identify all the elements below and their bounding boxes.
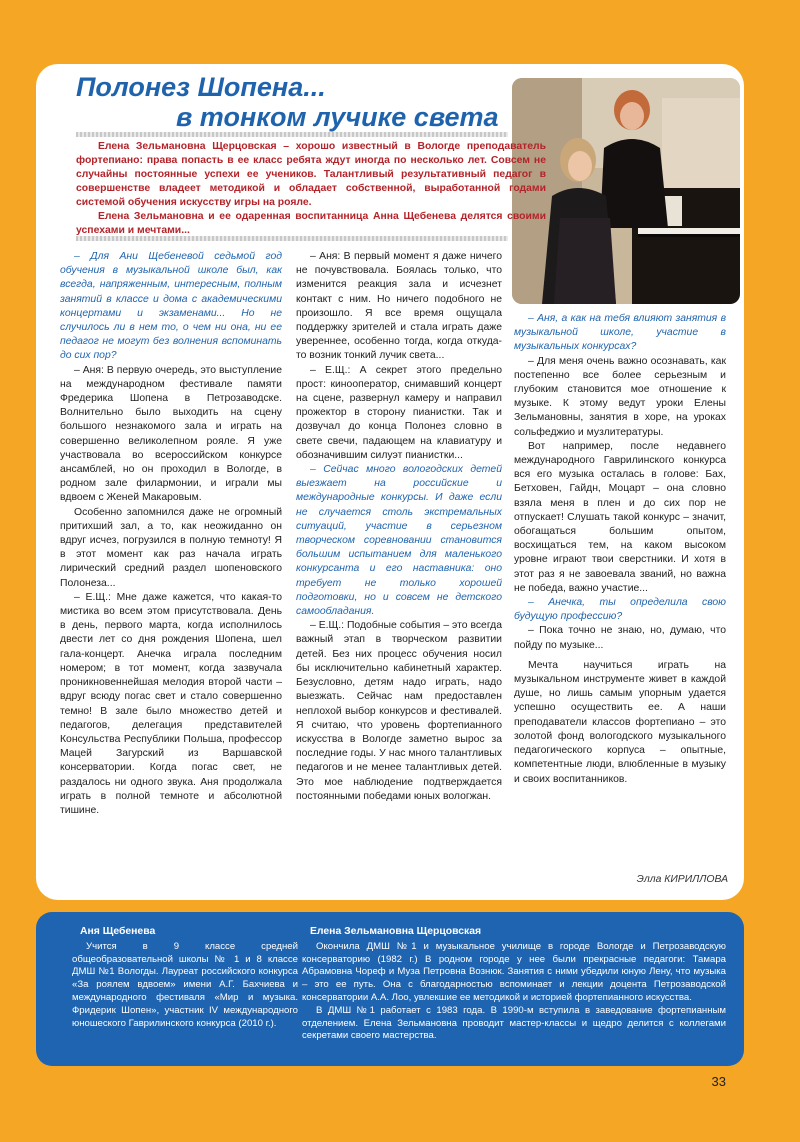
title-line-2: в тонком лучике света — [176, 102, 499, 132]
lead-paragraph: Елена Зельмановна Щерцовская – хорошо известный в Вологде преподаватель фортепиано: права попасть в ее класс ребята ждут иногда по несколько лет. Совсем не случайны постоянные успехи ее учеников. Талантливый результативный педагог в совершенстве владеет методикой и обладает собственной, выработанной годами системой обучения искусству игры на рояле. — [76, 141, 546, 208]
bio-student — [72, 926, 298, 1030]
bio-teacher — [302, 926, 726, 1043]
article-paragraph: – Е.Щ.: Мне даже кажется, что какая-то мистика во всем этом присутствовала. День в день, первого марта, когда исполнилось двести лет со дня рождения Шопена, шел гала-концерт. Анечка играла последним номером; в тот момент, когда зазвучала проникновеннейшая мелодия второй части – вдруг всюду погас свет и стало совершенно темно! В зале было множество детей и педагогов, делегация представителей Консульства Республики Польша, профессор Мацей Загурский из Варшавской консерватории. Когда погас свет, не раздалось ни одного звука. Аня продолжала играть в полной темноте и абсолютной тишине. — [60, 591, 282, 816]
article-column-2 — [296, 250, 502, 804]
article-title — [76, 72, 516, 132]
lead-paragraph: Елена Зельмановна и ее одаренная воспитанница Анна Щебенева делятся своими успехами и мечтами... — [76, 211, 546, 236]
article-paragraph: – Пока точно не знаю, но, думаю, что пойду по музыке... — [514, 625, 726, 651]
interview-question: – Анечка, ты определила свою будущую профессию? — [514, 597, 726, 623]
interview-question: – Аня, а как на тебя влияют занятия в музыкальной школе, участие в музыкальных конкурсах? — [514, 313, 726, 353]
bio-paragraph: Учится в 9 классе средней общеобразовательной школы № 1 и 8 классе ДМШ №1 Вологды. Лауреат российского конкурса «За роялем вдвоем» имени А.Г. Бахчиева и международного фестиваля «Мир и музыка. Фридерик Шопен», участник IV международного юношеского Гаврилинского конкурса (2010 г.). — [72, 940, 298, 1029]
lead-divider — [76, 236, 508, 241]
title-divider — [76, 132, 508, 137]
article-lead — [76, 138, 546, 238]
article-paragraph: – Е.Щ.: Подобные события – это всегда важный этап в творческом развитии детей. Без них процесс обучения носил бы исключительно кабинетный характер. Безусловно, детям надо играть, надо выезжать. Сейчас нам предоставлен неплохой выбор конкурсов и фестивалей. Я считаю, что уровень фортепианного искусства в Вологде заметно вырос за последние годы. У нас много талантливых педагогов и не менее талантливых детей. Это мое наблюдение подтверждается постоянными победами юных вологжан. — [296, 620, 502, 802]
page-number: 33 — [711, 1074, 726, 1089]
article-paragraph: – Аня: В первый момент я даже ничего не почувствовала. Боялась только, что изменится реакция зала и исчезнет контакт с ним. Но ничего подобного не произошло. Я все время ощущала поддержку зрителей и стала играть даже увереннее, особенно тогда, когда откуда-то возник тонкий лучик света... — [296, 251, 502, 362]
bio-paragraph: Окончила ДМШ №1 и музыкальное училище в городе Вологде и Петрозаводскую консерваторию (1982 г.) В родном городе у нее были прекрасные педагоги: Тамара Абрамовна Чореф и Муза Петровна Вознюк. Занятия с ними убедили юную Лену, что музыка – это ее путь. Она с благодарностью вспоминает и лекции доцента Петрозаводской консерватории А.А. Лоо, увлекшие ее методикой и историей фортепианного искусства. — [302, 940, 726, 1003]
photo-illustration — [512, 78, 740, 304]
bio-paragraph: В ДМШ №1 работает с 1983 года. В 1990-м вступила в заведование фортепианным отделением. Елена Зельмановна проводит мастер-классы и щедро делится с коллегами секретами своего мастерства. — [302, 1004, 726, 1042]
article-paragraph: – Е.Щ.: А секрет этого предельно прост: кинооператор, снимавший концерт на сцене, развернул камеру и направил прожектор в сторону пианистки. Так и дозвучал до конца Полонез словно в свете свечи, падающем на клавиатуру и обозначившим силуэт пианистки... — [296, 364, 502, 461]
article-author: Элла КИРИЛЛОВА — [636, 874, 728, 885]
article-paragraph: Вот например, после недавнего международного Гаврилинского конкурса вся его музыка осталась в голове: Бах, Бетховен, Гайдн, Моцарт – она словно взяла меня в плен и до сих пор не отпускает! Слушать такой конкурс – значит, обогащаться большим опытом, восхищаться тем, на каком высоком уровне играют твои сверстники. И хотя в этот раз я не завоевала званий, но важна не победа, важно участие... — [514, 440, 726, 594]
interview-question: – Сейчас много вологодских детей выезжает на российские и международные конкурсы. И даже если не случается столь экстремальных ситуаций, участие в серьезном творческом соревновании становится большим испытанием для маленького конкурсанта и его наставника: оно требует не только хорошей подготовки, но и совсем не детского самообладания. — [296, 464, 502, 618]
bio-name: Аня Щебенева — [80, 926, 156, 937]
article-column-3 — [514, 312, 726, 787]
article-paragraph: Особенно запомнился даже не огромный притихший зал, а то, как неожиданно он вдруг исчез, погрузился в полную темноту! Я в этот момент как раз начала играть лирический средний раздел шопеновского Полонеза... — [60, 506, 282, 589]
photo-teacher-and-student — [512, 78, 740, 304]
article-paragraph: – Для меня очень важно осознавать, как постепенно все более серьезным и глубоким становится мое отношение к музыке. К этому ведут уроки Елены Зельмановны, занятия в хоре, на уроках сольфеджио и музлитературы. — [514, 355, 726, 438]
title-line-1: Полонез Шопена... — [76, 72, 326, 102]
bio-name: Елена Зельмановна Щерцовская — [310, 926, 482, 937]
article-paragraph: – Аня: В первую очередь, это выступление на международном фестивале памяти Фредерика Шопена в Петрозаводске. Волнительно было выходить на сцену большого незнакомого зала и играть на совершенно великолепном рояле. Я уже участвовала во всероссийском конкурсе ансамблей, но он проходил в Вологде, в родном зале филармонии, и играли мы вдвоем с Женей Макаровым. — [60, 364, 282, 504]
interview-question: – Для Ани Щебеневой седьмой год обучения в музыкальной школе был, как всегда, напряженным, интересным, полным занятий в классе и дома с академическими концертами и экзаменами... Но не случилось ли в нем то, о чем ни она, ни ее педагог не могут без волнения вспоминать до сих пор? — [60, 251, 282, 362]
bio-panel — [36, 912, 744, 1066]
article-column-1 — [60, 250, 282, 818]
article-paragraph: Мечта научиться играть на музыкальном инструменте живет в каждой душе, но лишь самым упорным удается успешно осуществить ее. А наши преподаватели классов фортепиано – это золотой фонд вологодского музыкального педагогического корпуса – опытные, компетентные люди, влюбленные в музыку и своих воспитанников. — [514, 659, 726, 785]
article-card — [36, 64, 744, 900]
